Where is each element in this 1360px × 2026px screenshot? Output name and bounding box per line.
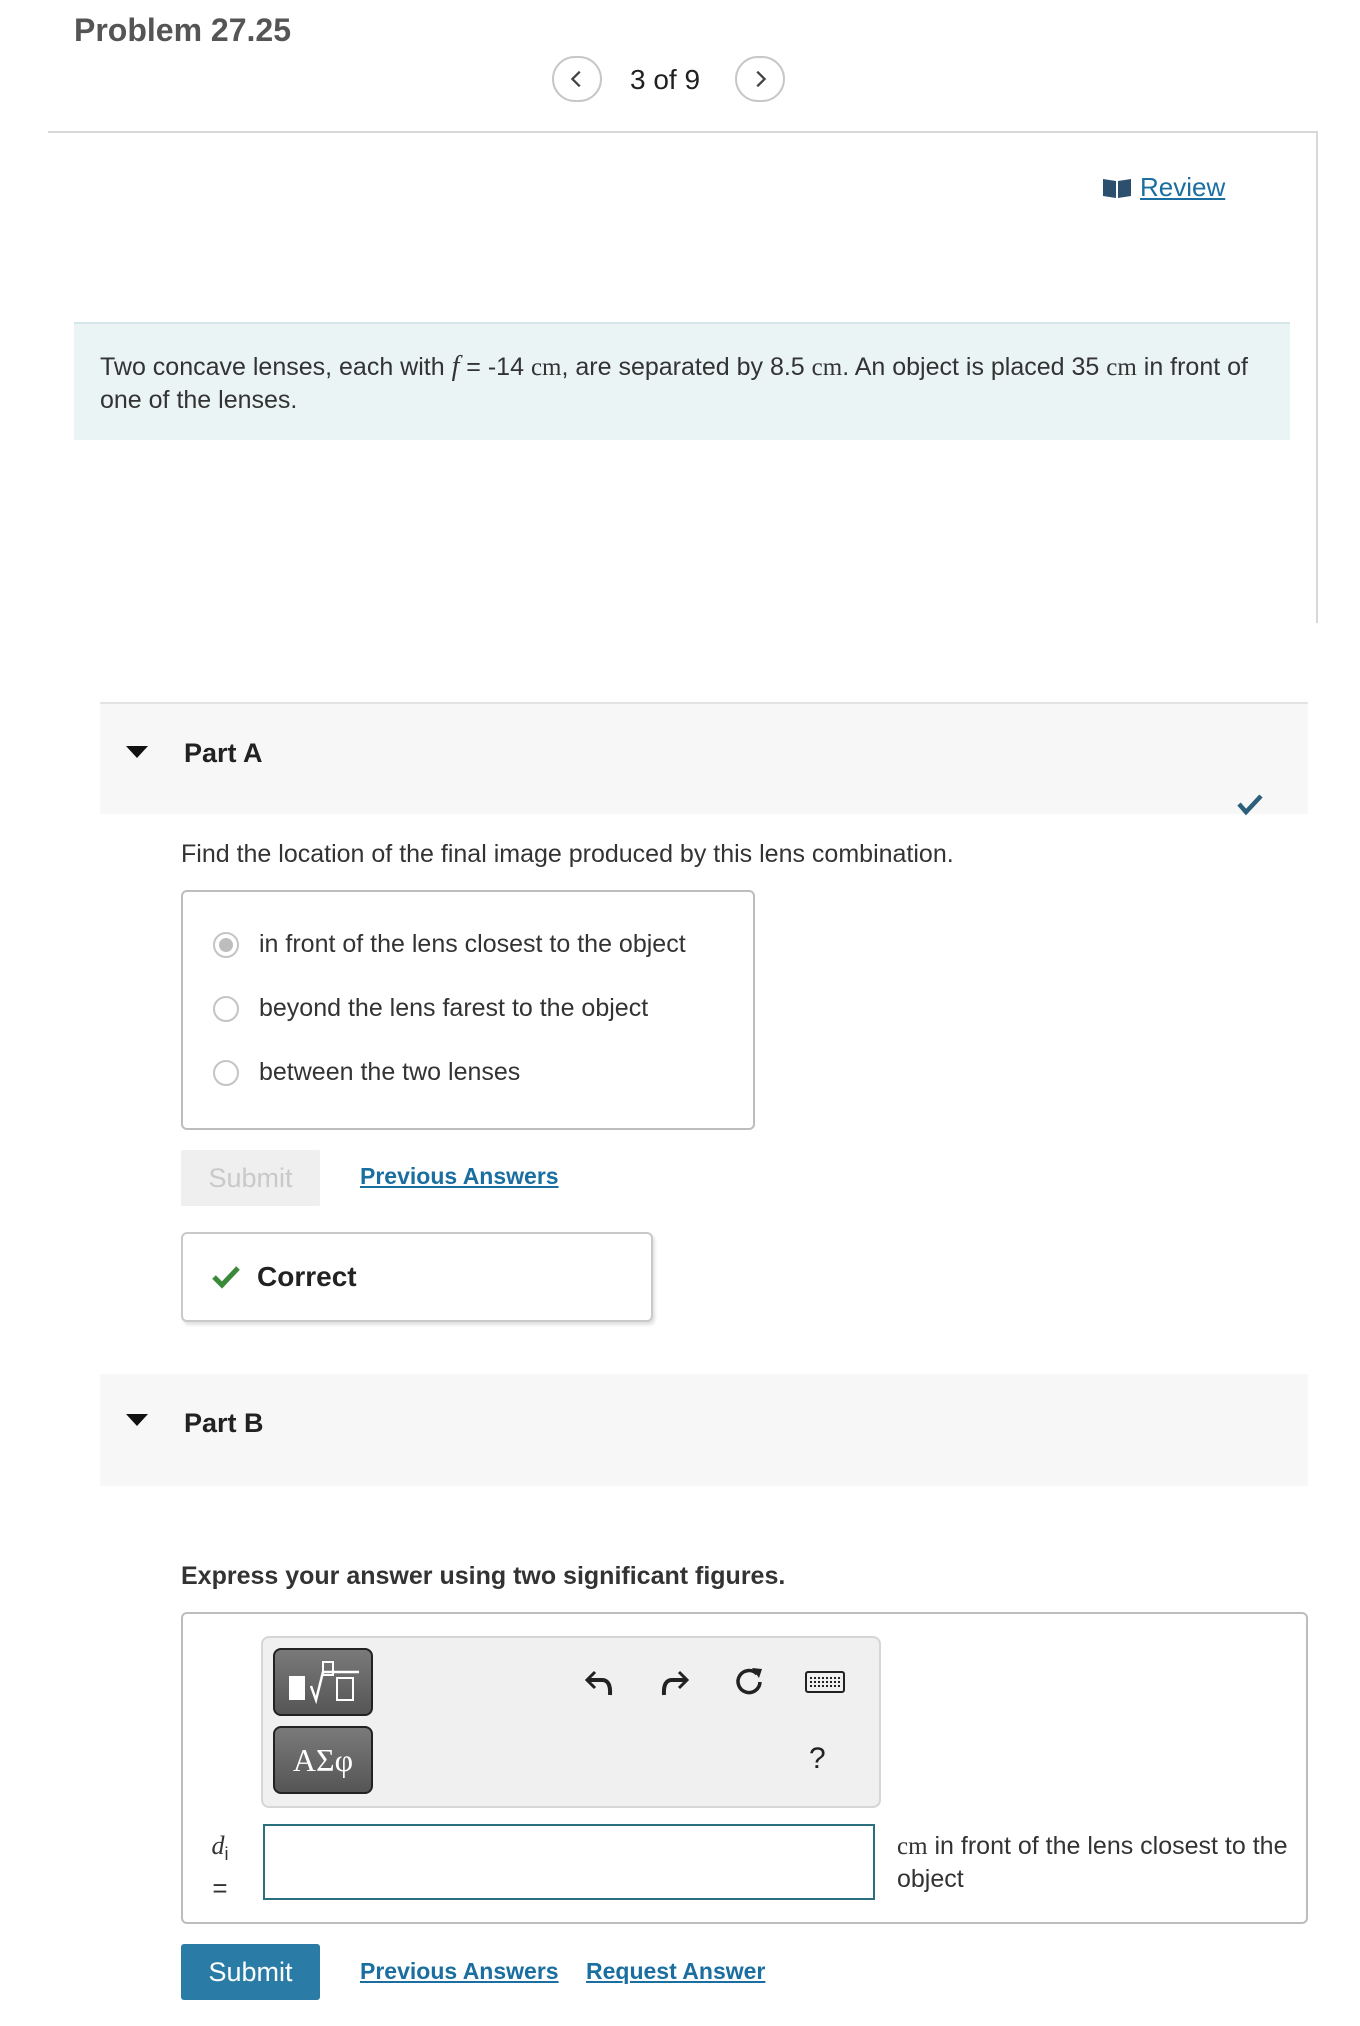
reset-icon[interactable]	[729, 1662, 769, 1702]
problem-intro-text: Two concave lenses, each with f = -14 cm, are separated by 8.5 cm. An object is placed 35 cm in front of one of the lenses.	[100, 351, 1248, 414]
part-a-feedback	[181, 1232, 653, 1322]
part-b-answer-area	[181, 1612, 1308, 1924]
choice-in-front[interactable]	[213, 930, 686, 959]
choice-between[interactable]	[213, 1058, 520, 1087]
caret-down-icon	[126, 1414, 148, 1426]
request-answer-link[interactable]: Request Answer	[586, 1958, 766, 1984]
radio-selected[interactable]	[213, 932, 239, 958]
part-b-label: Part B	[184, 1408, 264, 1438]
review-link[interactable]	[1102, 172, 1225, 203]
chevron-right-icon	[749, 68, 771, 90]
math-toolbar	[261, 1636, 881, 1808]
part-a-previous-answers-link[interactable]: Previous Answers	[360, 1163, 559, 1189]
part-a-header[interactable]	[100, 702, 1308, 814]
part-b-submit-button[interactable]: Submit	[181, 1944, 320, 2000]
answer-units: cm in front of the lens closest to the object	[897, 1832, 1288, 1893]
variable-label: $d_i$ =	[211, 1831, 229, 1904]
radio-unselected[interactable]	[213, 1060, 239, 1086]
next-problem-button[interactable]	[735, 56, 785, 102]
part-a-label: Part A	[184, 738, 263, 768]
choice-beyond[interactable]	[213, 994, 648, 1023]
templates-icon	[283, 1656, 363, 1708]
caret-down-icon	[126, 746, 148, 758]
part-b-previous-answers-link[interactable]: Previous Answers	[360, 1958, 559, 1984]
answer-input[interactable]	[263, 1824, 875, 1900]
keyboard-icon[interactable]	[803, 1662, 847, 1702]
redo-icon[interactable]	[655, 1662, 695, 1702]
content-right-border	[1316, 131, 1318, 623]
problem-title: Problem 27.25	[74, 12, 291, 48]
help-button[interactable]: ?	[809, 1742, 826, 1775]
choice-label: beyond the lens farest to the object	[259, 994, 649, 1022]
part-a-question: Find the location of the final image produced by this lens combination.	[181, 840, 954, 868]
book-icon	[1102, 177, 1132, 199]
choice-label: in front of the lens closest to the object	[259, 930, 686, 958]
previous-problem-button[interactable]	[552, 56, 602, 102]
chevron-left-icon	[566, 68, 588, 90]
correct-check-icon	[211, 1264, 241, 1290]
review-label: Review	[1140, 172, 1226, 202]
part-b-instruction: Express your answer using two significant figures.	[181, 1562, 786, 1590]
greek-symbols-button[interactable]: ΑΣφ	[273, 1726, 373, 1794]
part-a-submit-button: Submit	[181, 1150, 320, 1206]
radio-unselected[interactable]	[213, 996, 239, 1022]
problem-pager: 3 of 9	[630, 64, 701, 95]
part-a-complete-check-icon	[1236, 792, 1264, 816]
problem-intro	[74, 322, 1290, 440]
feedback-label: Correct	[257, 1261, 357, 1292]
undo-icon[interactable]	[579, 1662, 619, 1702]
templates-button[interactable]	[273, 1648, 373, 1716]
part-b-header[interactable]	[100, 1374, 1308, 1486]
header-divider	[48, 131, 1318, 133]
part-a-choices	[181, 890, 755, 1130]
choice-label: between the two lenses	[259, 1058, 521, 1086]
